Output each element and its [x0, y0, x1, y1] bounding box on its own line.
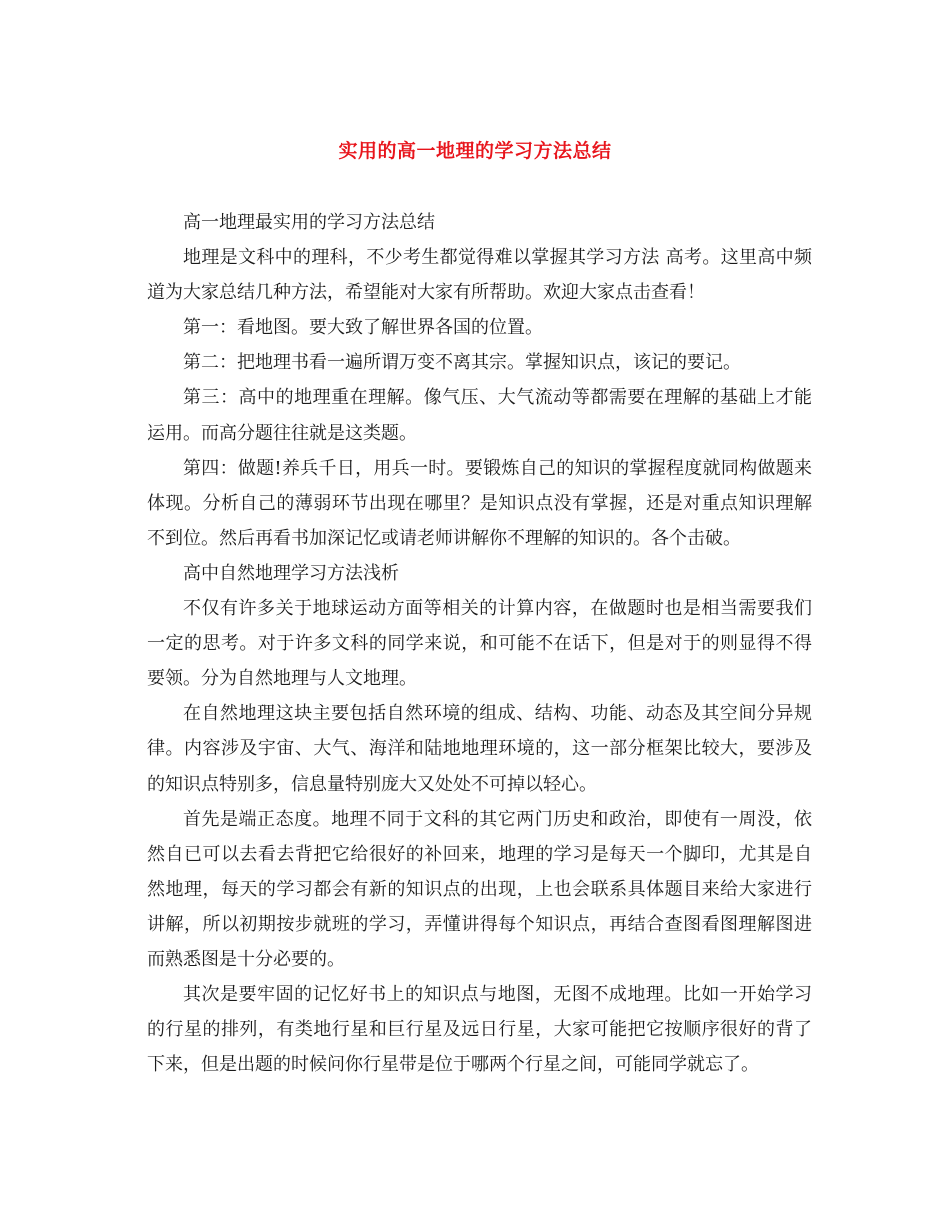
document-body [147, 205, 812, 1082]
paragraph: 第二：把地理书看一遍所谓万变不离其宗。掌握知识点，该记的要记。 [183, 352, 741, 374]
paragraph: 地理是文科中的理科，不少考生都觉得难以掌握其学习方法 高考。这里高中频道为大家总结几种方法，希望能对大家有所帮助。欢迎大家点击查看！ [147, 247, 812, 304]
paragraph-section-heading: 高中自然地理学习方法浅析 [183, 562, 399, 584]
paragraph: 其次是要牢固的记忆好书上的知识点与地图，无图不成地理。比如一开始学习的行星的排列，有类地行星和巨行星及远日行星，大家可能把它按顺序很好的背了下来，但是出题的时候问你行星带是位于哪两个行星之间，可能同学就忘了。 [147, 984, 812, 1076]
paragraph: 在自然地理这块主要包括自然环境的组成、结构、功能、动态及其空间分异规律。内容涉及宇宙、大气、海洋和陆地地理环境的，这一部分框架比较大，要涉及的知识点特别多，信息量特别庞大又处处不可掉以轻心。 [147, 703, 812, 795]
paragraph-subtitle: 高一地理最实用的学习方法总结 [183, 212, 435, 233]
paragraph: 第三：高中的地理重在理解。像气压、大气流动等都需要在理解的基础上才能运用。而高分题往往就是这类题。 [147, 387, 812, 444]
paragraph: 不仅有许多关于地球运动方面等相关的计算内容，在做题时也是相当需要我们一定的思考。对于许多文科的同学来说，和可能不在话下，但是对于的则显得不得要领。分为自然地理与人文地理。 [147, 598, 812, 690]
paragraph: 第四：做题!养兵千日，用兵一时。要锻炼自己的知识的掌握程度就同构做题来体现。分析自己的薄弱环节出现在哪里？是知识点没有掌握，还是对重点知识理解不到位。然后再看书加深记忆或请老师讲解你不理解的知识的。各个击破。 [147, 457, 812, 549]
paragraph: 第一：看地图。要大致了解世界各国的位置。 [183, 317, 543, 339]
document-title: 实用的高一地理的学习方法总结 [338, 140, 612, 162]
paragraph: 首先是端正态度。地理不同于文科的其它两门历史和政治，即使有一周没，依然自已可以去看去背把它给很好的补回来，地理的学习是每天一个脚印，尤其是自然地理，每天的学习都会有新的知识点的出现，上也会联系具体题目来给大家进行讲解，所以初期按步就班的学习，弄懂讲得每个知识点，再结合查图看图理解图进而熟悉图是十分必要的。 [147, 808, 812, 970]
